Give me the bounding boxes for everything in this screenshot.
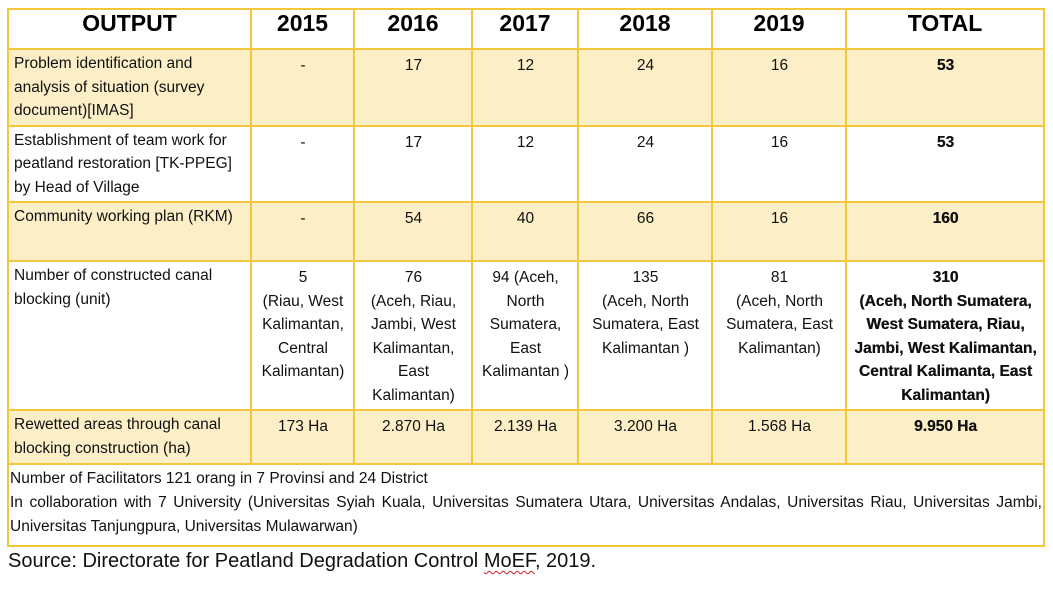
header-2015: 2015: [251, 9, 354, 49]
table-row: [8, 410, 1044, 464]
output-cell: Community working plan (RKM): [8, 202, 251, 261]
header-output: OUTPUT: [8, 9, 251, 49]
value-cell-2016: 17: [354, 126, 472, 203]
total-cell: 9.950 Ha: [846, 410, 1044, 464]
value-cell-2016: 2.870 Ha: [354, 410, 472, 464]
value-cell-2019: 1.568 Ha: [712, 410, 846, 464]
notes-row: [8, 464, 1044, 546]
header-2016: 2016: [354, 9, 472, 49]
value-cell-2017: 12: [472, 49, 578, 126]
output-table-container: [7, 8, 1043, 547]
facilitators-note: Number of Facilitators 121 orang in 7 Provinsi and 24 District: [10, 470, 428, 487]
value-cell-2019: 16: [712, 126, 846, 203]
value-cell-2016: 17: [354, 49, 472, 126]
value-cell-2015: -: [251, 126, 354, 203]
value-cell-2015: 5 (Riau, West Kalimantan, Central Kalimantan): [251, 261, 354, 410]
source-prefix: Source: Directorate for Peatland Degradation Control: [8, 550, 484, 572]
value-cell-2018: 66: [578, 202, 712, 261]
source-agency-abbreviation: MoEF: [483, 550, 535, 572]
value-cell-2015: -: [251, 202, 354, 261]
table-row: [8, 202, 1044, 261]
notes-cell: [8, 464, 1044, 546]
output-cell: Problem identification and analysis of situation (survey document)[IMAS]: [8, 49, 251, 126]
value-cell-2019: 16: [712, 49, 846, 126]
output-table: [7, 8, 1045, 547]
value-cell-2015: 173 Ha: [251, 410, 354, 464]
value-cell-2017: 40: [472, 202, 578, 261]
header-total: TOTAL: [846, 9, 1044, 49]
total-cell: 53: [846, 126, 1044, 203]
header-row: [8, 9, 1044, 49]
value-cell-2017: 94 (Aceh, North Sumatera, East Kalimantan ): [472, 261, 578, 410]
value-cell-2018: 24: [578, 49, 712, 126]
total-cell: 53: [846, 49, 1044, 126]
value-cell-2018: 135 (Aceh, North Sumatera, East Kalimantan ): [578, 261, 712, 410]
source-caption: [8, 550, 596, 573]
table-row: [8, 261, 1044, 410]
value-cell-2015: -: [251, 49, 354, 126]
output-cell: Number of constructed canal blocking (unit): [8, 261, 251, 410]
value-cell-2019: 16: [712, 202, 846, 261]
value-cell-2016: 76 (Aceh, Riau, Jambi, West Kalimantan, East Kalimantan): [354, 261, 472, 410]
header-2018: 2018: [578, 9, 712, 49]
value-cell-2017: 2.139 Ha: [472, 410, 578, 464]
value-cell-2018: 3.200 Ha: [578, 410, 712, 464]
table-row: [8, 126, 1044, 203]
output-cell: Establishment of team work for peatland restoration [TK-PPEG] by Head of Village: [8, 126, 251, 203]
total-cell: 160: [846, 202, 1044, 261]
table-row: [8, 49, 1044, 126]
source-suffix: , 2019.: [534, 550, 597, 572]
value-cell-2016: 54: [354, 202, 472, 261]
header-2019: 2019: [712, 9, 846, 49]
output-cell: Rewetted areas through canal blocking construction (ha): [8, 410, 251, 464]
value-cell-2018: 24: [578, 126, 712, 203]
value-cell-2017: 12: [472, 126, 578, 203]
total-cell: 310 (Aceh, North Sumatera, West Sumatera, Riau, Jambi, West Kalimantan, Central Kalimanta, East Kalimantan): [846, 261, 1044, 410]
value-cell-2019: 81 (Aceh, North Sumatera, East Kalimantan): [712, 261, 846, 410]
header-2017: 2017: [472, 9, 578, 49]
collaboration-note: In collaboration with 7 University (Universitas Syiah Kuala, Universitas Sumatera Utara, Universitas Andalas, Universitas Riau, Universitas Jambi, Universitas Tanjungpura, Universitas Mulawarwan): [10, 494, 1042, 535]
